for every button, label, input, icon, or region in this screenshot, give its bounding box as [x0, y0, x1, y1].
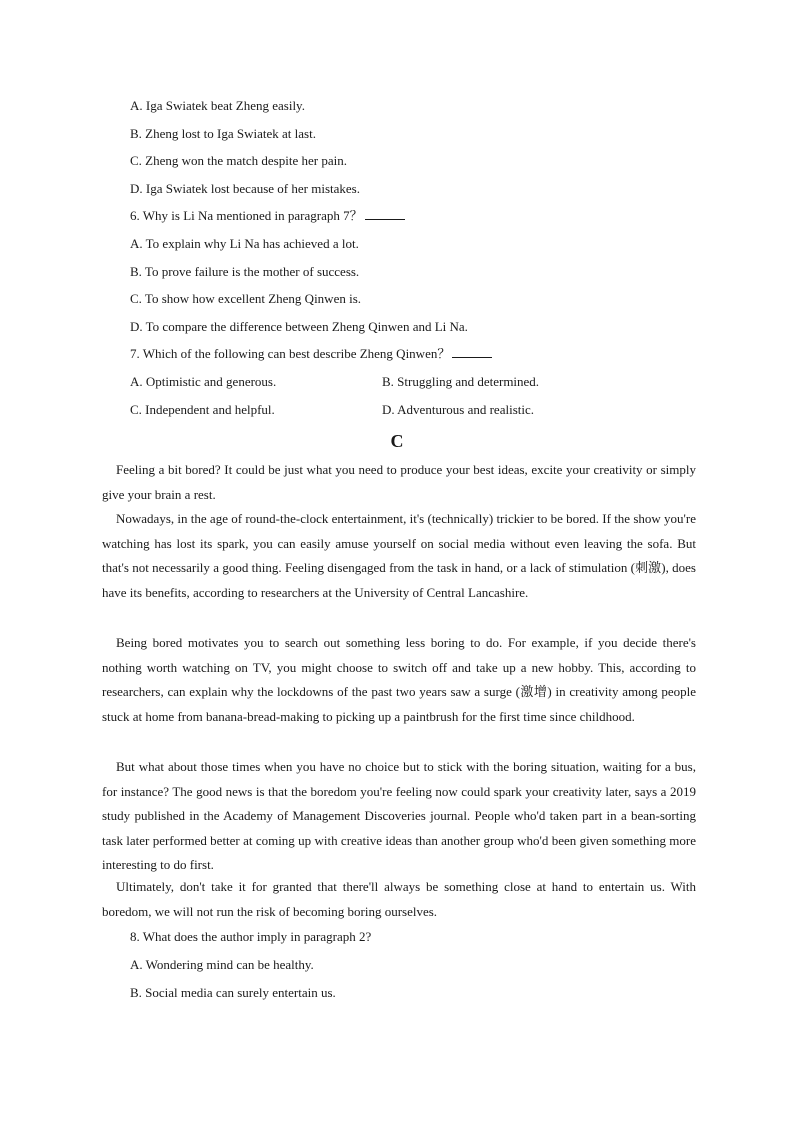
passage-paragraph-3: Being bored motivates you to search out something less boring to do. For example, if you decide there's nothing worth watching on TV, you might choose to switch off and take up a new hobby. This, according to researchers, can explain why the lockdowns of the past two years saw a surge (激增) in creativity among people stuck at home from banana-bread-making to picking up a paintbrush for the first time since childhood. [102, 635, 696, 724]
q7-option-a: A. Optimistic and generous. [130, 374, 277, 389]
q5-option-a: A. Iga Swiatek beat Zheng easily. [130, 98, 305, 113]
section-heading: C [390, 431, 404, 451]
q7-option-d: D. Adventurous and realistic. [382, 402, 534, 417]
passage-paragraph-5: Ultimately, don't take it for granted that there'll always be something close at hand to entertain us. With boredom, we will not run the risk of becoming boring ourselves. [102, 879, 696, 919]
q6-option-c: C. To show how excellent Zheng Qinwen is. [130, 291, 362, 306]
q6-option-a: A. To explain why Li Na has achieved a lot. [130, 236, 359, 251]
q7-answer-blank [452, 345, 492, 358]
q7-stem [130, 345, 492, 363]
q7-stem-text: 7. Which of the following can best describe Zheng Qinwen？ [130, 346, 451, 361]
passage-paragraph-4: But what about those times when you have no choice but to stick with the boring situation, waiting for a bus, for instance? The good news is that the boredom you're feeling now could spark your creativity later, says a 2019 study published in the Academy of Management Discoveries journal. People who'd taken part in a bean-sorting task later performed better at coming up with creative ideas than another group who'd been given something more interesting to do first. [102, 759, 696, 872]
q8-stem: 8. What does the author imply in paragraph 2? [130, 929, 372, 944]
q5-option-d: D. Iga Swiatek lost because of her mistakes. [130, 181, 360, 196]
passage-paragraph-1: Feeling a bit bored? It could be just what you need to produce your best ideas, excite your creativity or simply give your brain a rest. [102, 462, 696, 502]
q5-option-c: C. Zheng won the match despite her pain. [130, 153, 347, 168]
q6-option-d: D. To compare the difference between Zheng Qinwen and Li Na. [130, 319, 468, 334]
q7-option-b: B. Struggling and determined. [382, 374, 540, 389]
q8-option-a: A. Wondering mind can be healthy. [130, 957, 314, 972]
q8-option-b: B. Social media can surely entertain us. [130, 985, 336, 1000]
q7-option-c: C. Independent and helpful. [130, 402, 275, 417]
q6-stem [130, 207, 405, 225]
q6-option-b: B. To prove failure is the mother of success. [130, 264, 360, 279]
q6-answer-blank [365, 207, 405, 220]
q6-stem-text: 6. Why is Li Na mentioned in paragraph 7？ [130, 208, 363, 223]
passage-paragraph-2: Nowadays, in the age of round-the-clock entertainment, it's (technically) trickier to be bored. If the show you're watching has lost its spark, you can easily amuse yourself on social media without even leaving the sofa. But that's not necessarily a good thing. Feeling disengaged from the task in hand, or a lack of stimulation (刺激), does have its benefits, according to researchers at the University of Central Lancashire. [102, 511, 696, 600]
q5-option-b: B. Zheng lost to Iga Swiatek at last. [130, 126, 316, 141]
